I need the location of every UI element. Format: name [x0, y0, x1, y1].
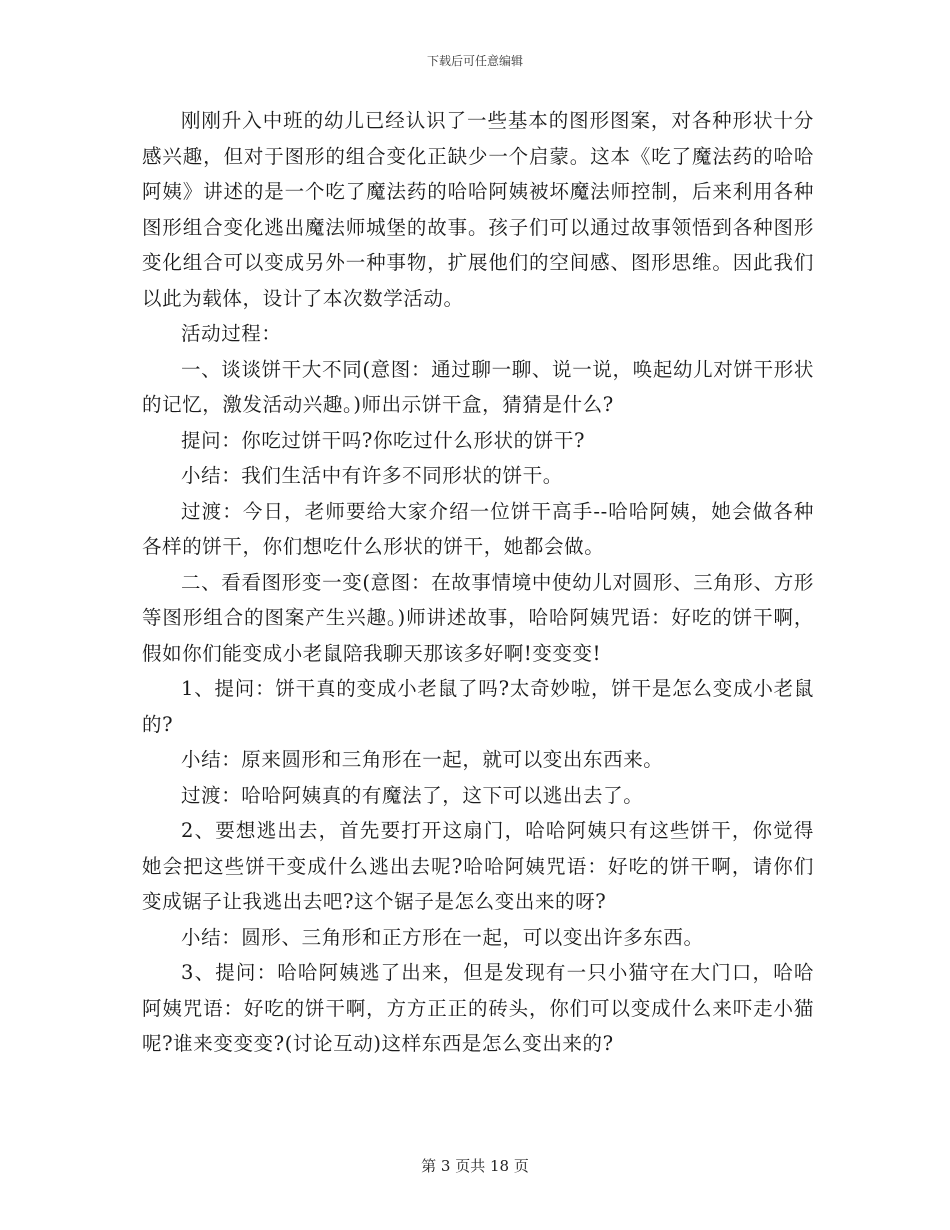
paragraph-intro: 刚刚升入中班的幼儿已经认识了一些基本的图形图案，对各种形状十分感兴趣，但对于图形的组合变化正缺少一个启蒙。这本《吃了魔法药的哈哈阿姨》讲述的是一个吃了魔法药的哈哈阿姨被坏魔法师控制，后来利用各种图形组合变化逃出魔法师城堡的故事。孩子们可以通过故事领悟到各种图形变化组合可以变成另外一种事物，扩展他们的空间感、图形思维。因此我们以此为载体，设计了本次数学活动。	[142, 109, 814, 310]
document-body	[142, 103, 814, 1062]
paragraph-question-one: 提问：你吃过饼干吗?你吃过什么形状的饼干?	[181, 428, 586, 452]
paragraph-item-one: 1、提问：饼干真的变成小老鼠了吗?太奇妙啦，饼干是怎么变成小老鼠的?	[142, 677, 814, 736]
paragraph-item-two: 2、要想逃出去，首先要打开这扇门，哈哈阿姨只有这些饼干，你觉得她会把这些饼干变成什么逃出去呢?哈哈阿姨咒语：好吃的饼干啊，请你们变成锯子让我逃出去吧?这个锯子是怎么变出来的呀?	[142, 819, 814, 913]
paragraph-summary-two: 小结：原来圆形和三角形在一起，就可以变出东西来。	[181, 748, 664, 771]
paragraph-section-one: 一、谈谈饼干大不同(意图：通过聊一聊、说一说，唤起幼儿对饼干形状的记忆，激发活动兴趣。)师出示饼干盒，猜猜是什么?	[142, 357, 814, 416]
paragraph-section-two: 二、看看图形变一变(意图：在故事情境中使幼儿对圆形、三角形、方形等图形组合的图案产生兴趣。)师讲述故事，哈哈阿姨咒语：好吃的饼干啊，假如你们能变成小老鼠陪我聊天那该多好啊!变变变!	[142, 570, 814, 665]
paragraph-summary-one: 小结：我们生活中有许多不同形状的饼干。	[181, 464, 563, 487]
paragraph-transition-one: 过渡：今日，老师要给大家介绍一位饼干高手--哈哈阿姨，她会做各种各样的饼干，你们想吃什么形状的饼干，她都会做。	[142, 499, 814, 558]
paragraph-summary-three: 小结：圆形、三角形和正方形在一起，可以变出许多东西。	[181, 925, 704, 949]
paragraph-transition-two: 过渡：哈哈阿姨真的有魔法了，这下可以逃出去了。	[181, 783, 644, 807]
page-number-footer: 第 3 页共 18 页	[421, 1157, 529, 1175]
paragraph-item-three: 3、提问：哈哈阿姨逃了出来，但是发现有一只小猫守在大门口，哈哈阿姨咒语：好吃的饼干啊，方方正正的砖头，你们可以变成什么来吓走小猫呢?谁来变变变?(讨论互动)这样东西是怎么变出来的?	[142, 961, 814, 1055]
paragraph-activity-process: 活动过程：	[181, 322, 282, 345]
page-header: 下载后可任意编辑	[426, 54, 523, 68]
